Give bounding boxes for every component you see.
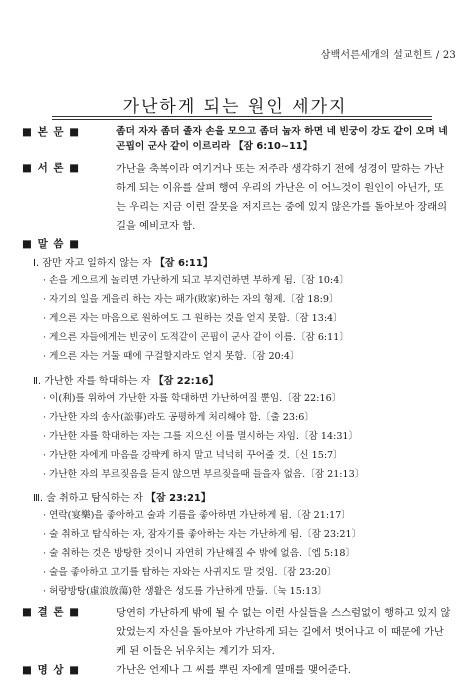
list-item: · 술 취하고 탐식하는 자, 잠자기를 좋아하는 자는 가난하게 됨.〔잠 23:21〕 bbox=[43, 529, 362, 540]
text-body: 좀더 자자 좀더 졸자 손을 모으고 좀더 눕자 하면 네 빈궁이 강도 같이 오며 네 곤핍이 군사 같이 이르리라 【잠 6:10~11】 bbox=[116, 126, 448, 152]
list-item: · 허랑방탕(虛浪放蕩)한 생활은 성도를 가난하게 만듦.〔눅 15:13〕 bbox=[43, 586, 327, 597]
list-item: · 손을 게으르게 놀리면 가난하게 되고 부지런하면 부하게 됨.〔잠 10:4〕 bbox=[43, 275, 349, 286]
intro-section bbox=[22, 160, 452, 236]
list-item: · 가난한 자의 송사(訟事)라도 공평하게 처리해야 함.〔출 23:6〕 bbox=[43, 412, 314, 423]
intro-label: ■ 서 론 ■ bbox=[22, 162, 81, 174]
conclusion-label: ■ 결 론 ■ bbox=[22, 606, 81, 618]
point-heading bbox=[33, 372, 452, 387]
point-heading-text: Ⅱ. 가난한 자를 학대하는 자 bbox=[33, 376, 151, 387]
list-item: · 가난한 자의 부르짖음을 듣지 않으면 부르짖을때 들을자 없음.〔잠 21:13〕 bbox=[43, 469, 365, 480]
point-heading-text: Ⅰ. 잠만 자고 일하지 않는 자 bbox=[33, 258, 152, 269]
title-underline bbox=[52, 116, 432, 117]
list-item: · 술을 좋아하고 고기를 탐하는 자와는 사귀지도 말 것임.〔잠 23:20〕 bbox=[43, 567, 337, 578]
running-header: 삼백서른세개의 설교힌트 / 23 bbox=[320, 50, 456, 61]
text-label: ■ 본 문 ■ bbox=[22, 126, 81, 138]
conclusion-section bbox=[22, 604, 452, 661]
word-label: ■ 말 씀 ■ bbox=[22, 238, 81, 250]
page-title: 가난하게 되는 원인 세가지 bbox=[122, 97, 348, 117]
list-item: · 술 취하는 것은 방탕한 것이니 자연히 가난해질 수 밖에 없음.〔엡 5:18〕 bbox=[43, 548, 356, 559]
point-3 bbox=[33, 489, 452, 601]
list-item: · 연락(宴樂)을 좋아하고 술과 기름을 좋아하면 가난하게 됨.〔잠 21:17〕 bbox=[43, 510, 351, 521]
point-list bbox=[33, 506, 452, 601]
list-item: · 게으른 자들에게는 빈궁이 도적같이 곤핍이 군사 같이 이름.〔잠 6:11〕 bbox=[43, 332, 349, 343]
point-heading-ref: 【잠 23:21】 bbox=[145, 493, 211, 504]
title-underline-2 bbox=[52, 119, 432, 120]
meditation-section bbox=[22, 662, 452, 678]
point-heading-ref: 【잠 22:16】 bbox=[153, 376, 219, 387]
point-heading bbox=[33, 254, 452, 269]
point-list bbox=[33, 271, 452, 366]
intro-body: 가난을 축복이라 여기거나 또는 저주라 생각하기 전에 성경이 말하는 가난하게 되는 이유를 살펴 행여 우리의 가난은 이 어느것이 원인이 아닌가, 또는 우리는 지금 이런 잘못을 저지르는 중에 있지 않은가를 돌아보아 장래의 길을 예비코자 함. bbox=[116, 163, 448, 232]
point-list bbox=[33, 389, 452, 484]
point-heading-text: Ⅲ. 술 취하고 탐식하는 자 bbox=[33, 493, 143, 504]
list-item: · 게으른 자는 거둘 때에 구걸할지라도 얻지 못함.〔잠 20:4〕 bbox=[43, 351, 300, 362]
list-item: · 가난한 자에게 마음을 강퍅케 하지 말고 넉넉히 꾸어줄 것.〔신 15:7〕 bbox=[43, 450, 343, 461]
text-section bbox=[22, 124, 452, 154]
list-item: · 게으른 자는 마음으로 원하여도 그 원하는 것을 얻지 못함.〔잠 13:4〕 bbox=[43, 313, 343, 324]
list-item: · 가난한 자를 학대하는 자는 그를 지으신 이를 멸시하는 자임.〔잠 14:31〕 bbox=[43, 431, 359, 442]
list-item: · 이(利)를 위하여 가난한 자를 학대하면 가난하여질 뿐임.〔잠 22:16〕 bbox=[43, 393, 342, 404]
point-heading bbox=[33, 489, 452, 504]
point-2 bbox=[33, 372, 452, 484]
point-1 bbox=[33, 254, 452, 366]
meditation-label: ■ 명 상 ■ bbox=[22, 664, 81, 676]
list-item: · 자기의 일을 게을리 하는 자는 패가(敗家)하는 자의 형제.〔잠 18:9〕 bbox=[43, 294, 339, 305]
point-heading-ref: 【잠 6:11】 bbox=[154, 258, 213, 269]
conclusion-body: 당연히 가난하게 밖에 될 수 없는 이런 사실들을 스스럼없이 행하고 있지 않았었는지 자신을 돌아보아 가난하게 되는 길에서 벗어나고 이 때문에 가난케 된 이들은 뉘우치는 계기가 되자. bbox=[116, 607, 451, 657]
meditation-body: 가난은 언제나 그 씨를 뿌린 자에게 열매를 맺어준다. bbox=[116, 664, 352, 676]
